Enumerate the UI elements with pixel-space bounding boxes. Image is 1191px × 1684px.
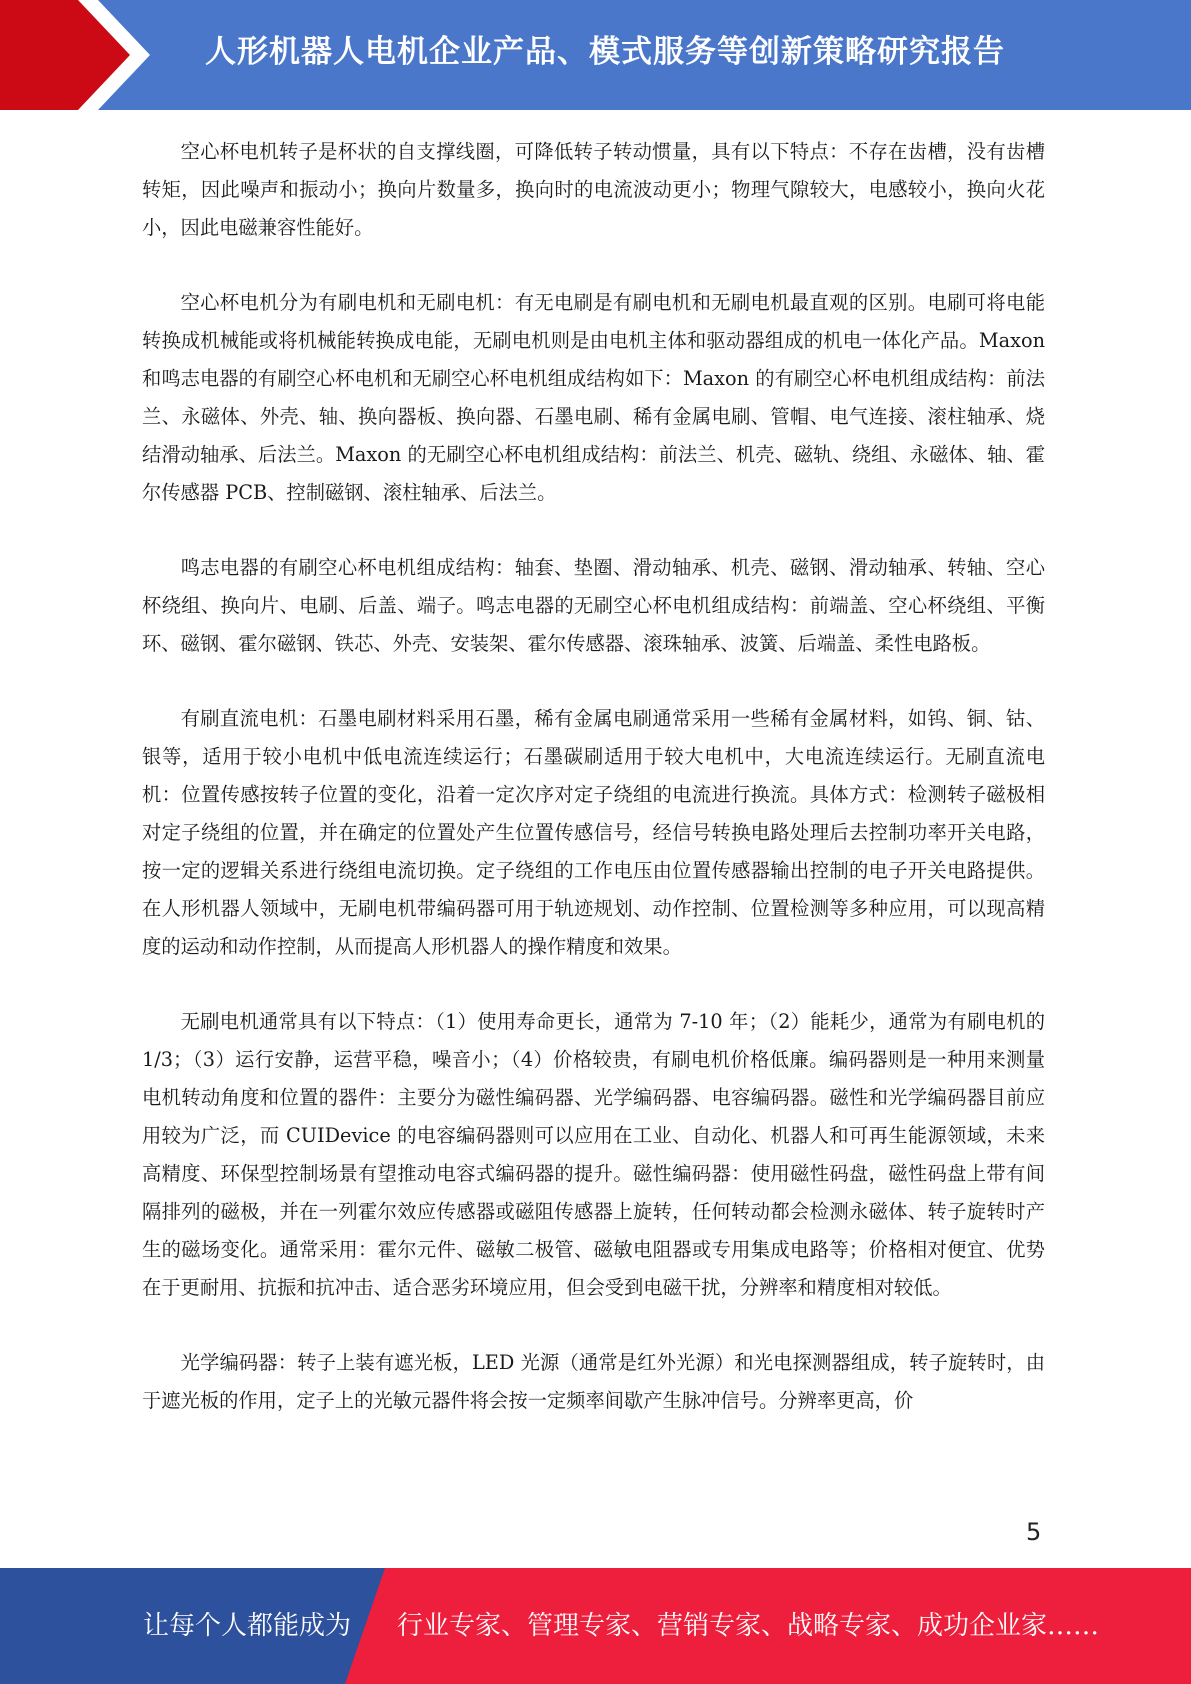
paragraph: 有刷直流电机：石墨电刷材料采用石墨，稀有金属电刷通常采用一些稀有金属材料，如钨、铜、钴、银等，适用于较小电机中低电流连续运行；石墨碳刷适用于较大电机中，大电流连续运行。无刷直流电机：位置传感按转子位置的变化，沿着一定次序对定子绕组的电流进行换流。具体方式：检测转子磁极相对定子绕组的位置，并在确定的位置处产生位置传感信号，经信号转换电路处理后去控制功率开关电路，按一定的逻辑关系进行绕组电流切换。定子绕组的工作电压由位置传感器输出控制的电子开关电路提供。在人形机器人领域中，无刷电机带编码器可用于轨迹规划、动作控制、位置检测等多种应用，可以现高精度的运动和动作控制，从而提高人形机器人的操作精度和效果。 <box>142 707 1045 958</box>
page-number: 5 <box>1026 1518 1042 1546</box>
page-header <box>0 0 1191 110</box>
page-footer <box>0 1568 1191 1684</box>
paragraph: 鸣志电器的有刷空心杯电机组成结构：轴套、垫圈、滑动轴承、机壳、磁钢、滑动轴承、转轴、空心杯绕组、换向片、电刷、后盖、端子。鸣志电器的无刷空心杯电机组成结构：前端盖、空心杯绕组、平衡环、磁钢、霍尔磁钢、铁芯、外壳、安装架、霍尔传感器、滚珠轴承、波簧、后端盖、柔性电路板。 <box>142 556 1045 655</box>
paragraph: 空心杯电机转子是杯状的自支撑线圈，可降低转子转动惯量，具有以下特点：不存在齿槽，没有齿槽转矩，因此噪声和振动小；换向片数量多，换向时的电流波动更小；物理气隙较大，电感较小，换向火花小，因此电磁兼容性能好。 <box>142 140 1045 239</box>
paragraph: 无刷电机通常具有以下特点：（1）使用寿命更长，通常为 7-10 年；（2）能耗少，通常为有刷电机的 1/3；（3）运行安静，运营平稳，噪音小；（4）价格较贵，有刷电机价格低廉。编码器则是一种用来测量电机转动角度和位置的器件：主要分为磁性编码器、光学编码器、电容编码器。磁性和光学编码器目前应用较为广泛，而 CUIDevice 的电容编码器则可以应用在工业、自动化、机器人和可再生能源领域，未来高精度、环保型控制场景有望推动电容式编码器的提升。磁性编码器：使用磁性码盘，磁性码盘上带有间隔排列的磁极，并在一列霍尔效应传感器或磁阻传感器上旋转，任何转动都会检测永磁体、转子旋转时产生的磁场变化。通常采用：霍尔元件、磁敏二极管、磁敏电阻器或专用集成电路等；价格相对便宜、优势在于更耐用、抗振和抗冲击、适合恶劣环境应用，但会受到电磁干扰，分辨率和精度相对较低。 <box>142 1010 1045 1299</box>
body-text <box>142 133 1045 1457</box>
report-title: 人形机器人电机企业产品、模式服务等创新策略研究报告 <box>205 34 1005 70</box>
footer-slogan-left: 让每个人都能成为 <box>143 1611 352 1641</box>
paragraph: 光学编码器：转子上装有遮光板，LED 光源（通常是红外光源）和光电探测器组成，转子旋转时，由于遮光板的作用，定子上的光敏元器件将会按一定频率间歇产生脉冲信号。分辨率更高，价 <box>142 1351 1045 1412</box>
chevron-arrow-icon <box>0 0 160 110</box>
footer-slogan-right: 行业专家、管理专家、营销专家、战略专家、成功企业家…… <box>397 1611 1100 1641</box>
paragraph: 空心杯电机分为有刷电机和无刷电机：有无电刷是有刷电机和无刷电机最直观的区别。电刷可将电能转换成机械能或将机械能转换成电能，无刷电机则是由电机主体和驱动器组成的机电一体化产品。Maxon 和鸣志电器的有刷空心杯电机和无刷空心杯电机组成结构如下：Maxon 的有刷空心杯电机组成结构：前法兰、永磁体、外壳、轴、换向器板、换向器、石墨电刷、稀有金属电刷、管帽、电气连接、滚柱轴承、烧结滑动轴承、后法兰。Maxon 的无刷空心杯电机组成结构：前法兰、机壳、磁轨、绕组、永磁体、轴、霍尔传感器 PCB、控制磁钢、滚柱轴承、后法兰。 <box>142 291 1045 504</box>
